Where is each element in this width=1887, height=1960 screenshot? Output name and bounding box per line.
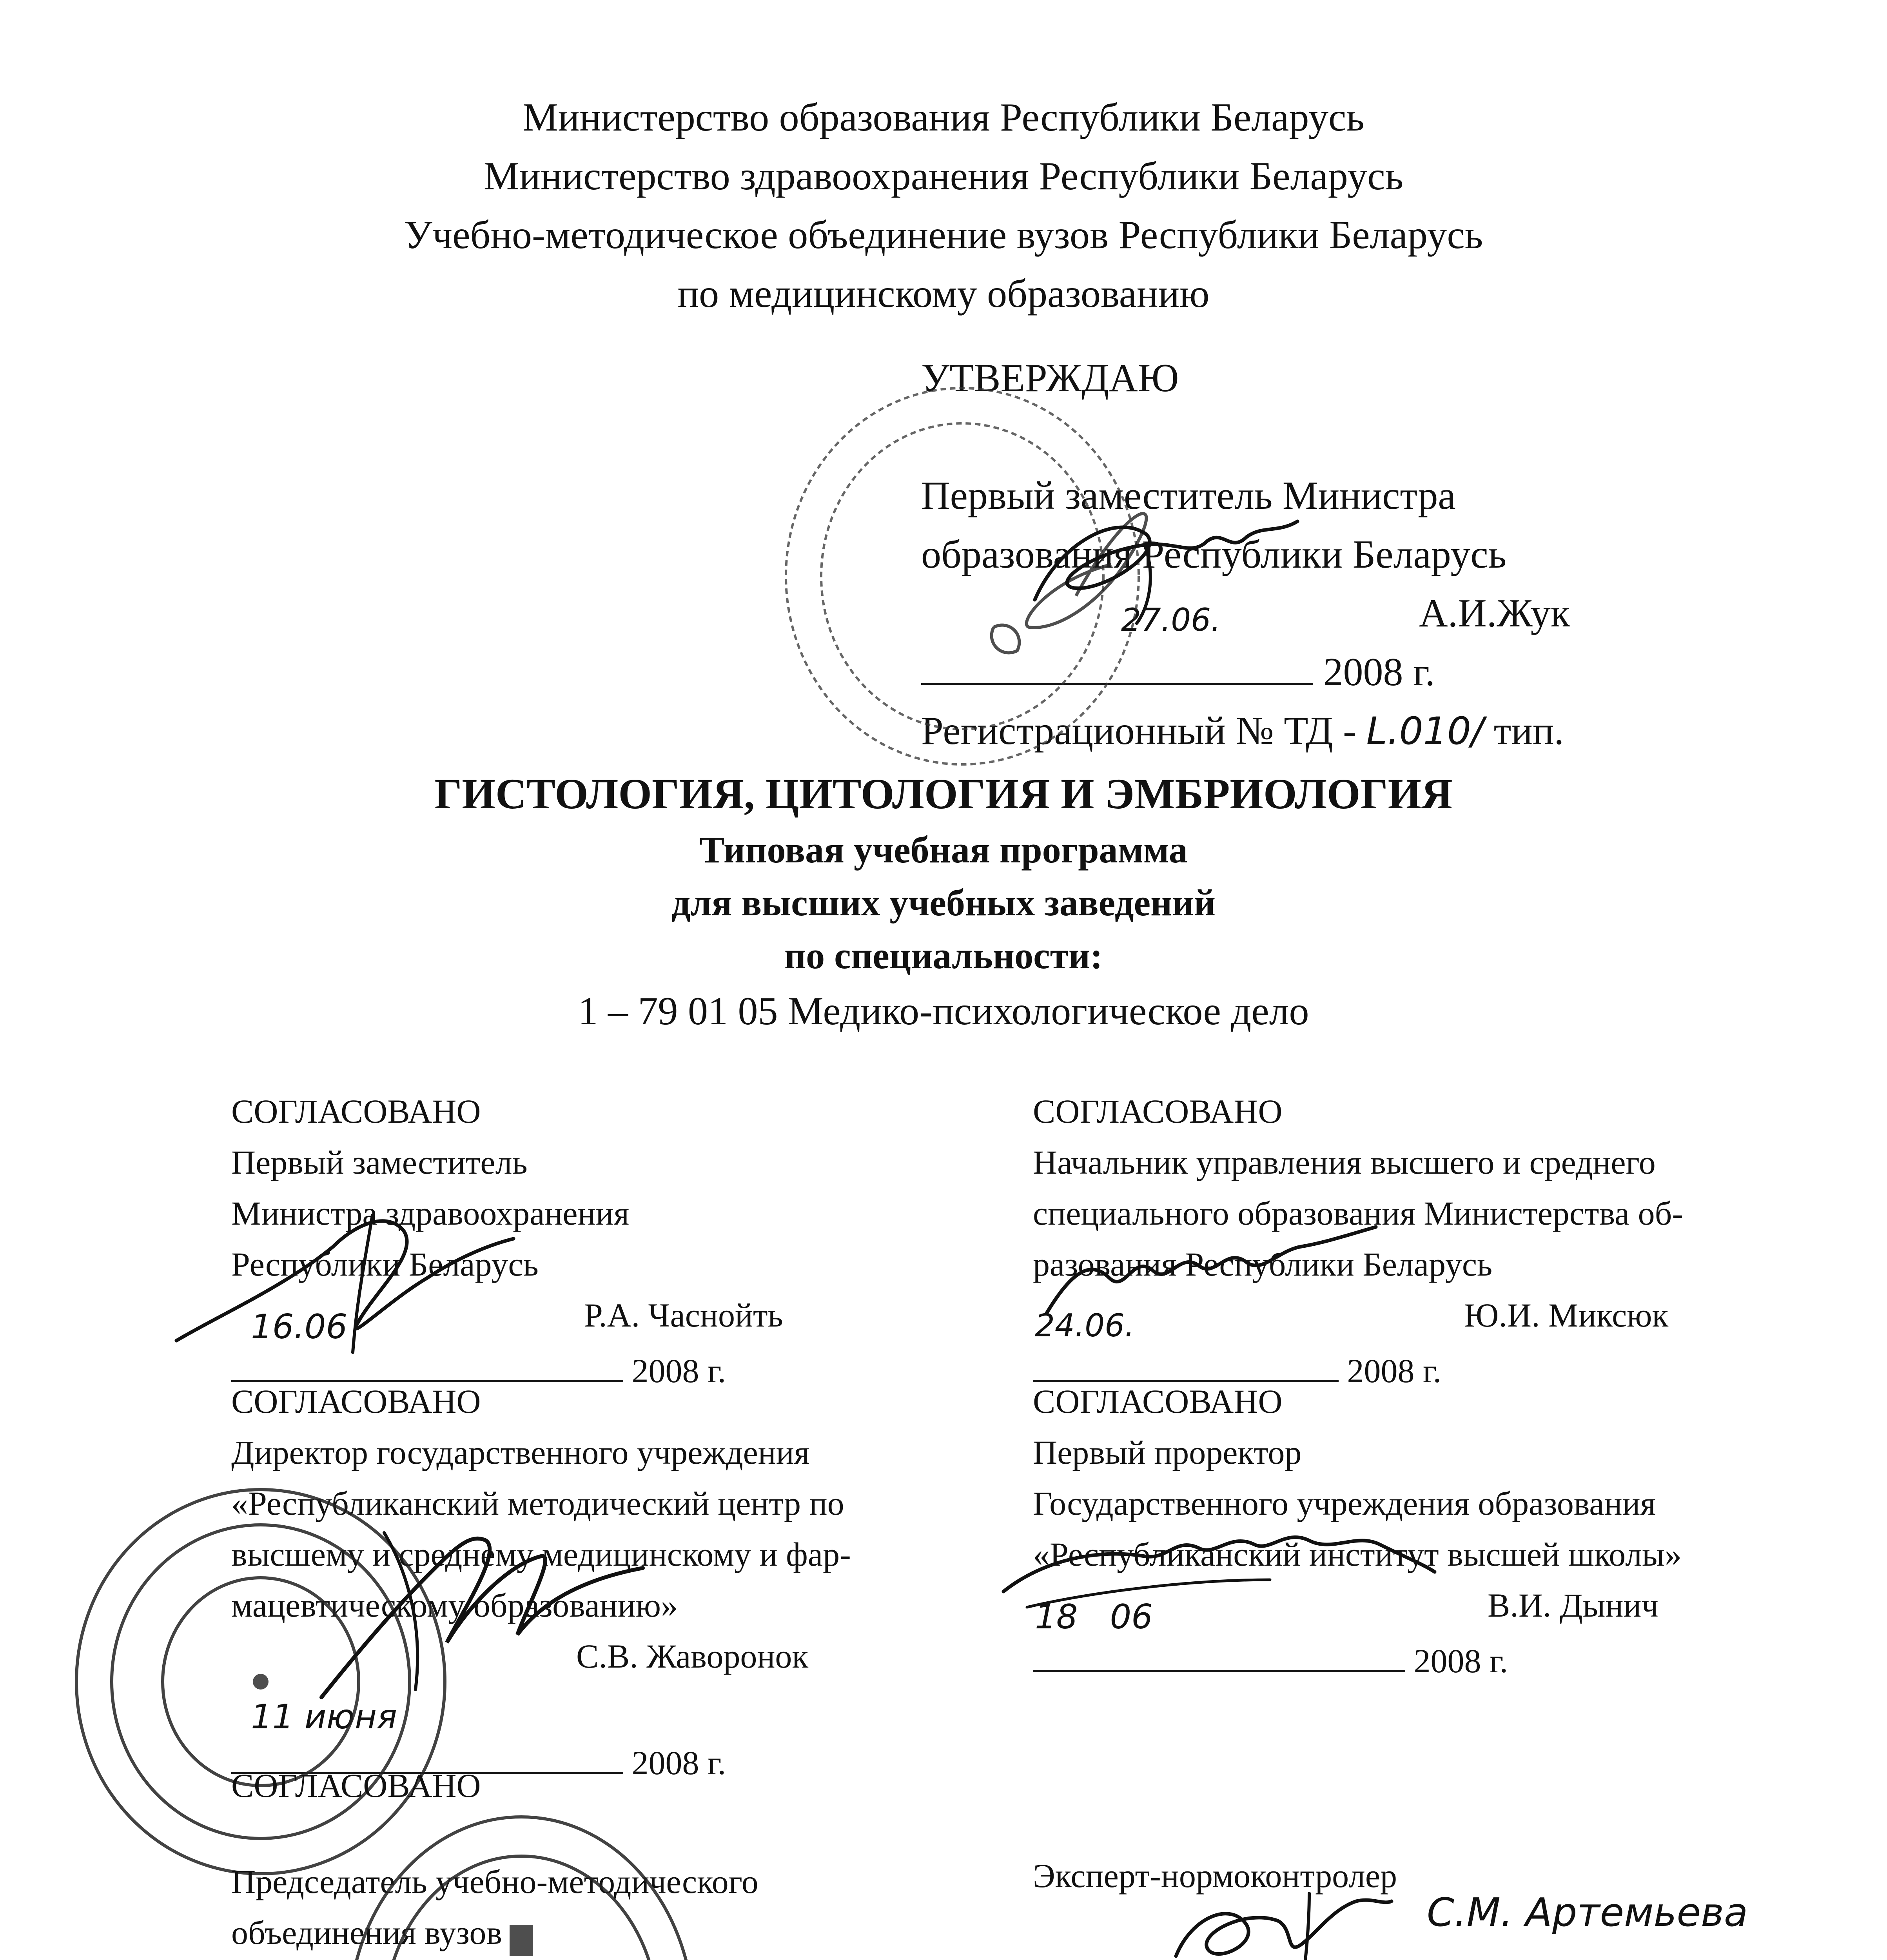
agreement-3-label: СОГЛАСОВАНО [231,1383,481,1420]
approval-position-1: Первый заместитель Министра [921,474,1456,518]
title-block [0,764,1887,1041]
agreement-4-line-1: Первый проректор [1033,1434,1302,1471]
agreement-6-signature-name: С.М. Артемьева [1427,1889,1748,1935]
program-for: для высших учебных заведений [671,882,1216,924]
agreement-1-name: Р.А. Часнойть [584,1296,783,1334]
registration-suffix: тип. [1493,709,1564,753]
registration-prefix: Регистрационный № ТД - [921,709,1357,753]
approval-position-2: образования Республики Беларусь [921,532,1507,577]
agreement-1-label: СОГЛАСОВАНО [231,1093,481,1130]
header-line-3: Учебно-методическое объединение вузов Республики Беларусь [404,213,1483,257]
ministry-header [0,88,1887,323]
agreement-2-name: Ю.И. Миксюк [1464,1296,1669,1334]
agreement-5-line-1: Председатель учебно-методического [231,1863,758,1900]
agreement-4-label: СОГЛАСОВАНО [1033,1383,1283,1420]
agreement-6-label: Эксперт-нормоконтролер [1033,1857,1397,1895]
agreement-4-signature [996,1513,1442,1623]
approval-title: УТВЕРЖДАЮ [921,356,1179,400]
agreement-3-line-1: Директор государственного учреждения [231,1434,810,1471]
agreement-1-date-handwritten: 16.06 [251,1307,348,1347]
agreement-3-line-2: «Республиканский методический центр по [231,1485,844,1522]
agreement-2-year: 2008 г. [1347,1352,1442,1390]
agreement-3-name: С.В. Жаворонок [576,1637,809,1675]
agreement-2-label: СОГЛАСОВАНО [1033,1093,1283,1130]
agreement-5-line-2: объединения вузов [231,1914,502,1951]
agreement-4-date-handwritten: 18 06 [1035,1597,1153,1637]
agreement-3-signature [306,1509,659,1713]
program-by-specialty: по специальности: [784,935,1103,976]
agreement-3-year: 2008 г. [631,1744,726,1782]
agreement-1-signature [169,1200,521,1356]
agreement-5-signature [216,1889,568,1960]
agreement-4-name: В.И. Дынич [1488,1586,1658,1624]
specialty-code: 1 – 79 01 05 Медико-психологическое дело [578,989,1309,1033]
approval-year: 2008 г. [1323,650,1435,694]
program-type: Типовая учебная программа [699,829,1188,871]
approval-name: А.И.Жук [1419,591,1570,635]
agreement-2-line-3: разования Республики Беларусь [1033,1245,1493,1283]
agreement-3-line-3: высшему и среднему медицинскому и фар- [231,1535,851,1573]
registration-number-handwritten: L.010/ [1366,709,1484,753]
header-line-2: Министерство здравоохранения Республики Беларусь [483,154,1404,198]
agreement-1-line-3: Республики Беларусь [231,1245,539,1283]
agreement-1-line-1: Первый заместитель [231,1143,528,1181]
approval-date-handwritten: 27.06. [1121,602,1221,638]
agreement-4-line-2: Государственного учреждения образования [1033,1485,1656,1522]
approval-signature [1027,498,1301,627]
agreement-5-label: СОГЛАСОВАНО [231,1767,481,1804]
agreement-4-date-line [1033,1631,1682,1686]
agreement-4-line-3: «Республиканский институт высшей школы» [1033,1535,1682,1573]
agreement-2-signature [1035,1211,1388,1341]
agreement-1-year: 2008 г. [631,1352,726,1390]
header-line-4: по медицинскому образованию [677,272,1210,316]
agreement-3-line-4: мацевтическому образованию» [231,1586,678,1624]
agreement-2-line-1: Начальник управления высшего и среднего [1033,1143,1656,1181]
agreement-2-line-2: специального образования Министерства об- [1033,1194,1684,1232]
header-line-1: Министерство образования Республики Беларусь [523,95,1364,140]
subject-title: ГИСТОЛОГИЯ, ЦИТОЛОГИЯ И ЭМБРИОЛОГИЯ [434,770,1453,818]
agreement-6-signature [1160,1878,1395,1960]
agreement-3-date-handwritten: 11 июня [251,1697,397,1737]
agreement-2-date-handwritten: 24.06. [1035,1307,1135,1344]
agreement-1-line-2: Министра здравоохранения [231,1194,630,1232]
agreement-4-year: 2008 г. [1413,1642,1508,1680]
